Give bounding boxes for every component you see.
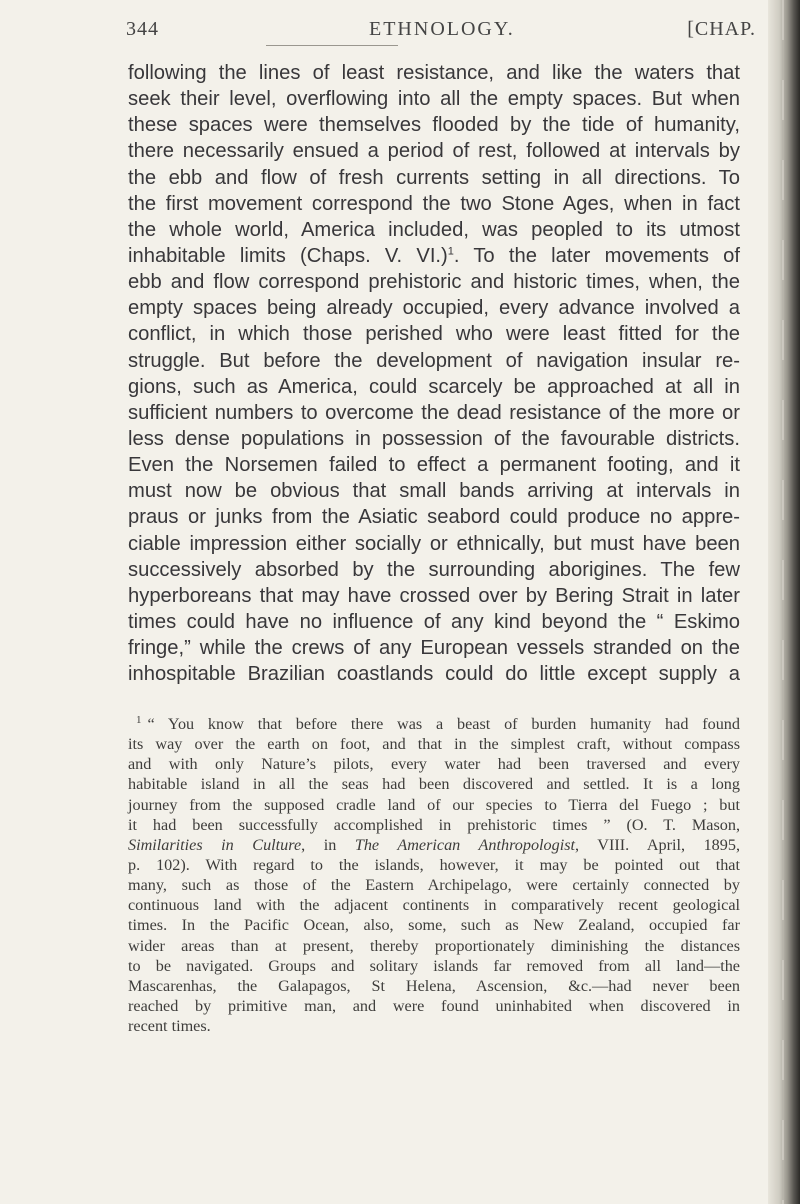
footnote-line: reached by primitive man, and were found uninhabited when discovered in	[128, 996, 740, 1015]
footnote-line: continuous land with the adjacent continents in comparatively recent geological	[128, 896, 740, 915]
footnote-line: its way over the earth on foot, and that in the simplest craft, without compass	[128, 735, 740, 754]
body-line: fringe,” while the crews of any European vessels stranded on the	[128, 637, 740, 660]
body-line-text: . To the later movements of	[453, 244, 740, 267]
body-line: there necessarily ensued a period of rest, followed at intervals by	[128, 140, 740, 163]
chapter-label: [CHAP.	[687, 18, 756, 40]
body-line: praus or junks from the Asiatic seabord could produce no appre-	[128, 506, 740, 529]
running-header	[126, 14, 756, 46]
body-line: empty spaces being already occupied, every advance involved a	[128, 297, 740, 320]
body-line: Even the Norsemen failed to effect a permanent footing, and it	[128, 454, 740, 477]
body-line: the ebb and flow of fresh currents setting in all directions. To	[128, 166, 740, 189]
running-title: ETHNOLOGY.	[369, 18, 515, 40]
body-line: struggle. But before the development of navigation insular re-	[128, 349, 740, 372]
page-number: 344	[126, 18, 159, 40]
body-line: times could have no influence of any kind beyond the “ Eskimo	[128, 610, 740, 633]
journal-title: The American Anthropologist	[354, 835, 576, 854]
main-paragraph	[128, 60, 740, 687]
body-line: these spaces were themselves flooded by the tide of humanity,	[128, 114, 740, 137]
body-line: gions, such as America, could scarcely be approached at all in	[128, 375, 740, 398]
footnote-line: habitable island in all the seas had been discovered and settled. It is a long	[128, 775, 740, 794]
footnote-line-text: , VIII. April, 1895,	[575, 835, 740, 854]
body-line: conflict, in which those perished who were least fitted for the	[128, 323, 740, 346]
body-line: hyperboreans that may have crossed over by Bering Strait in later	[128, 584, 740, 607]
footnote-line: wider areas than at present, thereby proportionately diminishing the distances	[128, 936, 740, 955]
footnote-marker: 1	[136, 713, 142, 726]
body-line: following the lines of least resistance, and like the waters that	[128, 62, 740, 84]
body-line	[128, 243, 740, 269]
body-line: sufficient numbers to overcome the dead resistance of the more or	[128, 401, 740, 424]
body-line: ciable impression either socially or ethnically, but must have been	[128, 532, 740, 555]
footnote-line: to be navigated. Groups and solitary islands far removed from all land—the	[128, 956, 740, 975]
body-line: less dense populations in possession of the favourable districts.	[128, 427, 740, 450]
citation-title: Similarities in Culture	[128, 835, 302, 854]
footnote-line-text: , in	[301, 835, 355, 854]
footnote-reference[interactable]: 1	[447, 245, 454, 258]
header-rule	[266, 45, 398, 46]
body-line: ebb and flow correspond prehistoric and historic times, when, the	[128, 271, 740, 294]
footnote-line: times. In the Pacific Ocean, also, some, such as New Zealand, occupied far	[128, 916, 740, 935]
body-line: the whole world, America included, was peopled to its utmost	[128, 218, 740, 241]
footnote-line: p. 102). With regard to the islands, however, it may be pointed out that	[128, 855, 740, 874]
footnote	[128, 714, 740, 1036]
body-line: the first movement correspond the two Stone Ages, when in fact	[128, 192, 740, 215]
footnote-line: journey from the supposed cradle land of our species to Tierra del Fuego ; but	[128, 795, 740, 814]
footnote-line: Mascarenhas, the Galapagos, St Helena, Ascension, &c.—had never been	[128, 976, 740, 995]
body-line: successively absorbed by the surrounding aborigines. The few	[128, 558, 740, 581]
body-line-text: inhabitable limits (Chaps. V. VI.)	[128, 244, 448, 267]
footnote-line: it had been successfully accomplished in prehistoric times ” (O. T. Mason,	[128, 815, 740, 834]
body-line: seek their level, overflowing into all the empty spaces. But when	[128, 88, 740, 111]
footnote-line: recent times.	[128, 1017, 211, 1036]
body-line: inhospitable Brazilian coastlands could do little except supply a	[128, 663, 740, 686]
body-line: must now be obvious that small bands arriving at intervals in	[128, 480, 740, 503]
footnote-line	[128, 835, 740, 855]
page-edge-shadow	[768, 0, 800, 1204]
footnote-line-text: “ You know that before there was a beast of burden humanity had found	[147, 715, 740, 733]
footnote-line: many, such as those of the Eastern Archipelago, were certainly connected by	[128, 876, 740, 895]
footnote-line: and with only Nature’s pilots, every water had been traversed and every	[128, 755, 740, 774]
footnote-line	[128, 714, 740, 734]
